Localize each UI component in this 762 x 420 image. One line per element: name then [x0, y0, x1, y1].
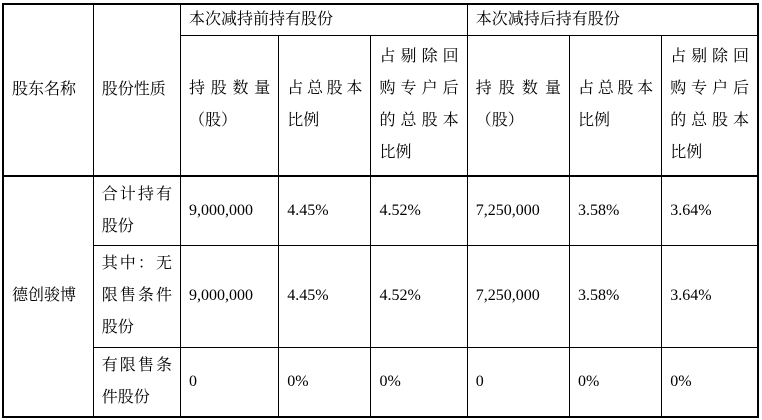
header-after-quantity: 持股数量（股） [467, 36, 569, 176]
before-qty-total: 9,000,000 [180, 176, 278, 246]
shareholding-table [2, 3, 759, 418]
header-before-pct-total: 占总股本比例 [279, 36, 371, 176]
table-row-restricted [3, 347, 758, 417]
table-header [3, 4, 758, 176]
header-after-group: 本次减持后持有股份 [467, 4, 758, 36]
after-qty-restricted: 0 [467, 347, 569, 417]
after-pct-excl-restricted: 0% [662, 347, 758, 417]
table-body [3, 176, 758, 418]
shareholder-name-cell: 德创骏博 [3, 176, 93, 418]
after-pct-excl-total: 3.64% [662, 176, 758, 246]
after-pct-total-total: 3.58% [569, 176, 661, 246]
after-pct-total-unrestricted: 3.58% [569, 245, 661, 347]
before-pct-total-restricted: 0% [279, 347, 371, 417]
before-pct-total-total: 4.45% [279, 176, 371, 246]
nature-cell-unrestricted: 其中：无限售条件股份 [93, 245, 180, 347]
before-pct-total-unrestricted: 4.45% [279, 245, 371, 347]
header-before-group: 本次减持前持有股份 [180, 4, 467, 36]
header-share-nature: 股份性质 [93, 4, 180, 176]
table-row-unrestricted [3, 245, 758, 347]
after-pct-total-restricted: 0% [569, 347, 661, 417]
header-after-pct-total: 占总股本比例 [569, 36, 661, 176]
header-group-row [3, 4, 758, 36]
after-qty-total: 7,250,000 [467, 176, 569, 246]
header-after-pct-excl-repurchase: 占剔除回购专户后的总股本比例 [662, 36, 758, 176]
after-pct-excl-unrestricted: 3.64% [662, 245, 758, 347]
table-row-total [3, 176, 758, 246]
before-qty-restricted: 0 [180, 347, 278, 417]
header-before-pct-excl-repurchase: 占剔除回购专户后的总股本比例 [371, 36, 467, 176]
nature-cell-total: 合计持有股份 [93, 176, 180, 246]
before-pct-excl-unrestricted: 4.52% [371, 245, 467, 347]
header-shareholder-name: 股东名称 [3, 4, 93, 176]
before-pct-excl-total: 4.52% [371, 176, 467, 246]
before-pct-excl-restricted: 0% [371, 347, 467, 417]
before-qty-unrestricted: 9,000,000 [180, 245, 278, 347]
nature-cell-restricted: 有限售条件股份 [93, 347, 180, 417]
after-qty-unrestricted: 7,250,000 [467, 245, 569, 347]
header-before-quantity: 持股数量（股） [180, 36, 278, 176]
